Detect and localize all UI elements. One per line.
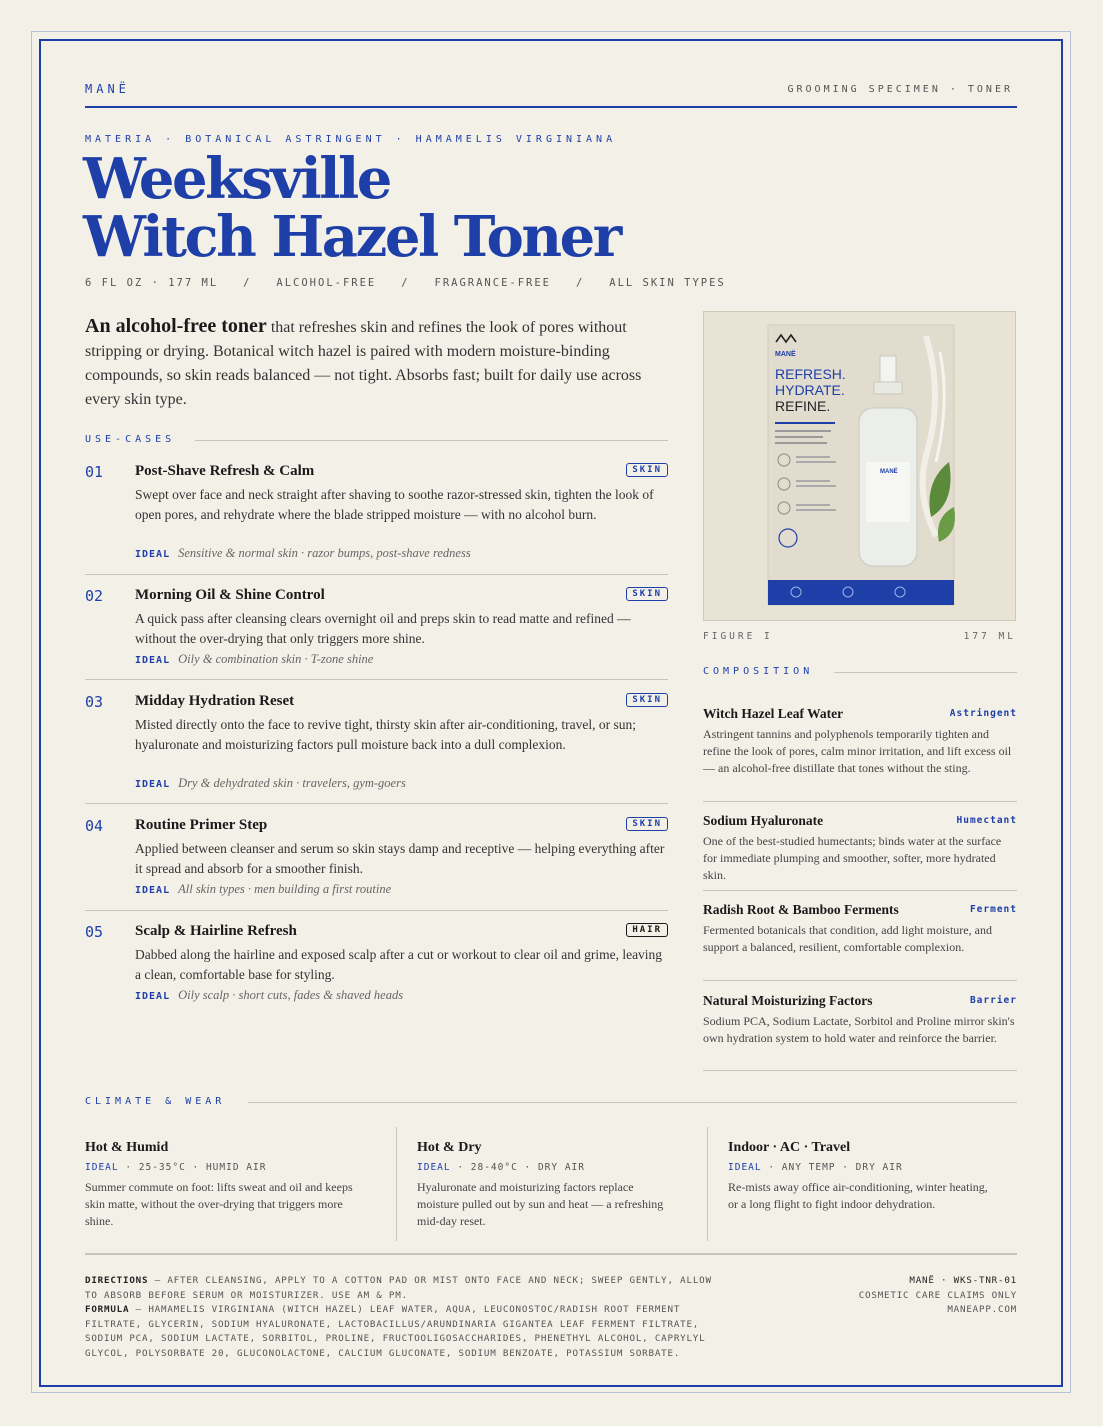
ingredient-desc: One of the best-studied humectants; binds water at the surface for immediate plumping and smoother, softer, more hydrated skin. [703, 834, 1002, 882]
sku: MANË · WKS-TNR-01 [909, 1275, 1017, 1286]
composition-divider [703, 801, 1017, 802]
use-case-title: Routine Primer Step [135, 817, 268, 833]
use-case-number: 02 [85, 587, 104, 605]
use-case-divider [85, 679, 668, 680]
composition-label: COMPOSITION [703, 666, 814, 677]
skin-tag: SKIN [626, 587, 668, 601]
skin-tag: SKIN [626, 693, 668, 707]
svg-text:MANË: MANË [880, 469, 898, 475]
climate-divider [707, 1127, 708, 1241]
climate-card-hot-dry [417, 1140, 707, 1229]
use-case-ideal [135, 988, 403, 1003]
ingredient-role: Barrier [969, 995, 1017, 1006]
formula-text: — HAMAMELIS VIRGINIANA (WITCH HAZEL) LEAF WATER, AQUA, LEUCONOSTOC/RADISH ROOT FERMENT FILTRATE, GLYCERIN, SODIUM HYALURONATE, LACTOBACILLUS/ARUNDINARIA GIGANTEA LEAF FERMENT FILTRATE, SODIUM PCA, SODIUM LACTATE, SORBITOL, PROLINE, FRUCTOOLIGOSACCHARIDES, PHENETHYL ALCOHOL, CAPRYLYL GLYCOL, POLYSORBATE 20, GLUCONOLACTONE, CALCIUM GLUCONATE, SODIUM BENZOATE, POTASSIUM SORBATE. [85, 1304, 706, 1359]
use-case-number: 01 [85, 463, 104, 481]
materia-line: MATERIA · BOTANICAL ASTRINGENT · HAMAMELIS VIRGINIANA [85, 134, 617, 145]
composition-rule [834, 672, 1017, 673]
ingredient-name: Radish Root & Bamboo Ferments [703, 902, 899, 917]
directions-key: DIRECTIONS [85, 1275, 149, 1286]
climate-name: Hot & Humid [85, 1140, 169, 1155]
figure-caption: FIGURE I [703, 631, 773, 642]
ingredient-role: Humectant [956, 815, 1017, 826]
ideal-key: IDEAL [85, 1162, 119, 1173]
ingredient-desc: Fermented botanicals that condition, add light moisture, and support a balanced, resilient, comfortable complexion. [703, 923, 992, 954]
ideal-key: IDEAL [728, 1162, 762, 1173]
use-case-ideal [135, 546, 471, 561]
footer-text [85, 1274, 725, 1361]
header-rule [85, 106, 1017, 108]
skin-tag: SKIN [626, 463, 668, 477]
climate-name: Indoor · AC · Travel [728, 1140, 851, 1155]
use-case-divider [85, 803, 668, 804]
use-cases-rule [195, 440, 668, 441]
ingredient-role: Ferment [969, 904, 1017, 915]
ideal-key: IDEAL [135, 991, 171, 1002]
ideal-text: All skin types · men building a first routine [178, 882, 392, 896]
climate-meta-text: · 28-40°C · DRY AIR [450, 1162, 585, 1173]
use-case-title: Morning Oil & Shine Control [135, 587, 325, 603]
title-line-1: Weeksville [83, 146, 390, 212]
ingredient-name: Witch Hazel Leaf Water [703, 706, 844, 721]
use-case-desc: A quick pass after cleansing clears overnight oil and preps skin to read matte and refined — without the over-drying that only triggers more shine. [135, 611, 631, 646]
climate-meta [728, 1162, 1018, 1173]
use-case-title: Midday Hydration Reset [135, 693, 295, 709]
climate-meta-text: · 25-35°C · HUMID AIR [118, 1162, 267, 1173]
figure-volume: 177 ML [963, 631, 1016, 642]
brand-mark: MANË [85, 82, 130, 96]
climate-divider [396, 1127, 397, 1241]
climate-desc: Summer commute on foot: lifts sweat and oil and keeps skin matte, without the over-drying that triggers more shine. [85, 1180, 353, 1228]
ideal-text: Oily & combination skin · T-zone shine [178, 652, 374, 666]
product-figure [703, 311, 1016, 621]
spec-line: 6 FL OZ · 177 ML / ALCOHOL-FREE / FRAGRANCE-FREE / ALL SKIN TYPES [85, 277, 726, 289]
use-case-ideal [135, 652, 373, 667]
package-headline-1: REFRESH. [775, 366, 846, 382]
hair-tag: HAIR [626, 923, 668, 937]
specimen-label: GROOMING SPECIMEN · TONER [787, 84, 1013, 95]
use-case-desc: Misted directly onto the face to revive tight, thirsty skin after air-conditioning, travel, or sun; hyaluronate and moisturizing factors pull moisture back into a dull complexion. [135, 717, 636, 752]
lede-body: that refreshes skin and refines the look of pores without stripping or drying. Botanical witch hazel is paired with modern moisture-binding compounds, so skin reads balanced — not tight. Absorbs fast; built for daily use across every skin type. [85, 319, 642, 408]
climate-meta [417, 1162, 707, 1173]
ideal-key: IDEAL [417, 1162, 451, 1173]
ideal-text: Oily scalp · short cuts, fades & shaved heads [178, 988, 404, 1002]
climate-card-indoor [728, 1140, 1018, 1213]
footer-rule [85, 1253, 1017, 1255]
title-line-2: Witch Hazel Toner [83, 204, 620, 270]
climate-name: Hot & Dry [417, 1140, 482, 1155]
composition-divider [703, 890, 1017, 891]
page-title [83, 146, 620, 270]
climate-desc: Re-mists away office air-conditioning, winter heating, or a long flight to fight indoor dehydration. [728, 1180, 988, 1211]
use-case-number: 03 [85, 693, 104, 711]
use-case-desc: Applied between cleanser and serum so skin stays damp and receptive — helping everything after it spread and absorb for a smoother finish. [135, 841, 665, 876]
use-cases-label: USE-CASES [85, 434, 176, 445]
use-case-title: Scalp & Hairline Refresh [135, 923, 297, 939]
footer-meta [859, 1274, 1017, 1318]
ideal-key: IDEAL [135, 549, 171, 560]
ideal-text: Sensitive & normal skin · razor bumps, post-shave redness [178, 546, 471, 560]
ingredient-name: Sodium Hyaluronate [703, 813, 824, 828]
ideal-key: IDEAL [135, 779, 171, 790]
lede-lead: An alcohol-free toner [85, 315, 267, 337]
climate-meta-text: · ANY TEMP · DRY AIR [761, 1162, 903, 1173]
climate-desc: Hyaluronate and moisturizing factors replace moisture pulled out by sun and heat — a refreshing mid-day reset. [417, 1180, 664, 1228]
use-case-number: 05 [85, 923, 104, 941]
use-case-desc: Dabbed along the hairline and exposed scalp after a cut or workout to clear oil and grime, leaving a clean, comfortable base for styling. [135, 947, 663, 982]
use-case-number: 04 [85, 817, 104, 835]
directions-text: — AFTER CLEANSING, APPLY TO A COTTON PAD OR MIST ONTO FACE AND NECK; SWEEP GENTLY, ALLOW TO ABSORB BEFORE SERUM OR MOISTURIZER. USE AM & PM. [85, 1275, 712, 1301]
package-brand: MANË [775, 351, 796, 358]
package-headline-3: REFINE. [775, 398, 831, 414]
ideal-text: Dry & dehydrated skin · travelers, gym-goers [178, 776, 406, 790]
claims-note: COSMETIC CARE CLAIMS ONLY [858, 1289, 1017, 1301]
website: MANEAPP.COM [947, 1304, 1017, 1315]
ingredient-desc: Astringent tannins and polyphenols temporarily tighten and refine the look of pores, calm minor irritation, and lift excess oil — an alcohol-free distillate that tones without the sting. [703, 727, 1012, 775]
package-headline-2: HYDRATE. [775, 382, 845, 398]
ingredient-desc: Sodium PCA, Sodium Lactate, Sorbitol and Proline mirror skin's own hydration system to hold water and reinforce the barrier. [703, 1014, 1015, 1045]
product-illustration [704, 312, 1014, 619]
use-case-divider [85, 574, 668, 575]
use-case-ideal [135, 776, 406, 791]
climate-rule [248, 1102, 1017, 1103]
ingredient-name: Natural Moisturizing Factors [703, 993, 873, 1008]
climate-meta [85, 1162, 375, 1173]
climate-card-hot-humid [85, 1140, 375, 1229]
directions [85, 1274, 725, 1303]
ingredient-role: Astringent [949, 708, 1017, 719]
use-case-title: Post-Shave Refresh & Calm [135, 463, 315, 479]
use-case-ideal [135, 882, 391, 897]
use-case-divider [85, 910, 668, 911]
composition-divider [703, 980, 1017, 981]
formula-key: FORMULA [85, 1304, 130, 1315]
composition-divider [703, 1070, 1017, 1071]
formula [85, 1303, 725, 1361]
lede-paragraph [85, 314, 675, 412]
skin-tag: SKIN [626, 817, 668, 831]
use-case-desc: Swept over face and neck straight after shaving to soothe razor-stressed skin, tighten the look of open pores, and rehydrate where the blade stripped moisture — with no alcohol burn. [135, 487, 654, 522]
ideal-key: IDEAL [135, 885, 171, 896]
climate-label: CLIMATE & WEAR [85, 1096, 226, 1107]
ideal-key: IDEAL [135, 655, 171, 666]
